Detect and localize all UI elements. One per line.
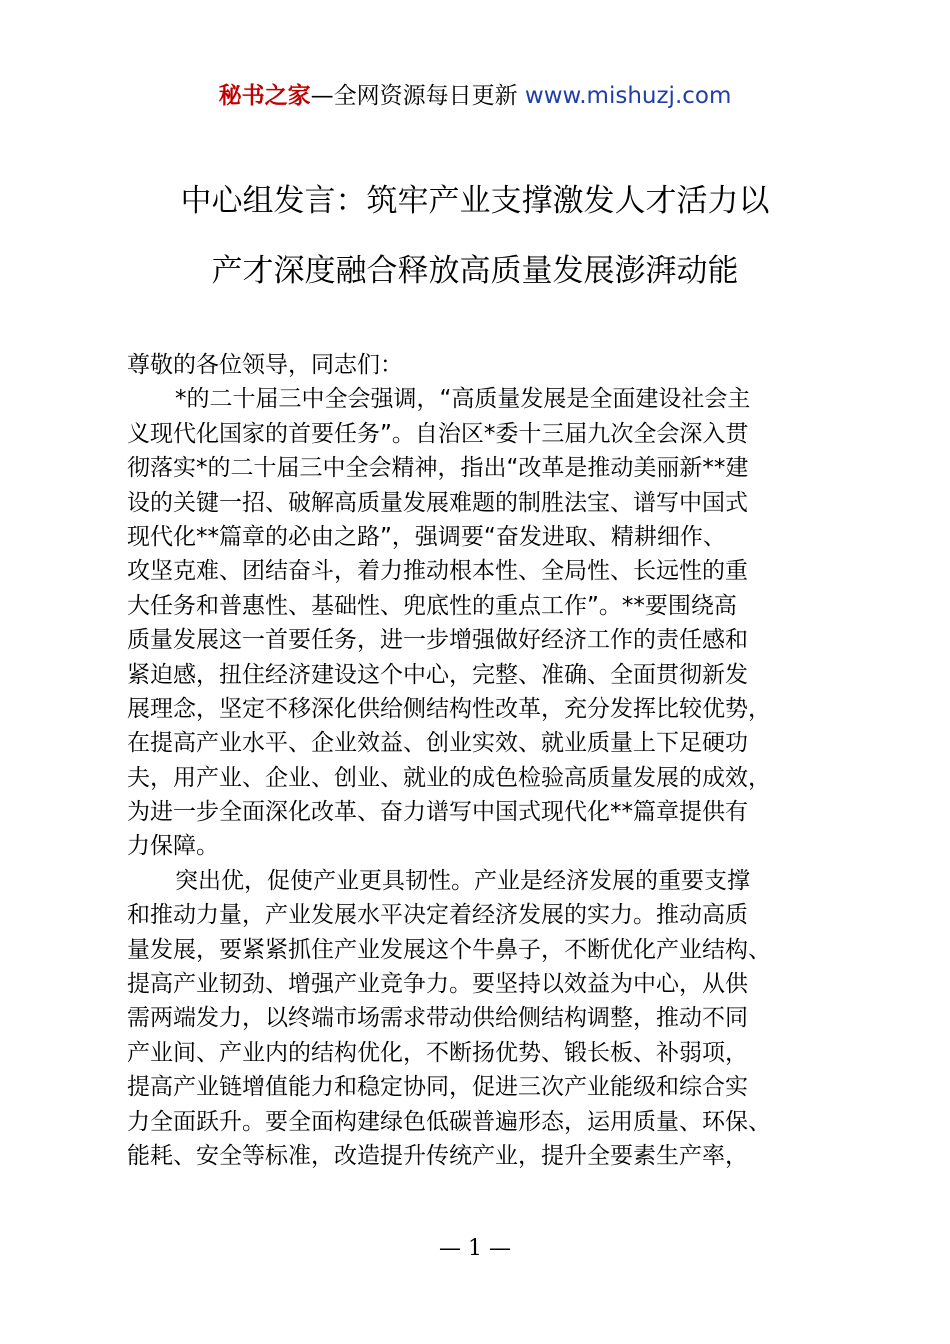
salutation: 尊敬的各位领导，同志们： bbox=[127, 352, 403, 378]
paragraph-line: 突出优，促使产业更具韧性。产业是经济发展的重要支撑 bbox=[175, 867, 750, 894]
paragraph-line: 力全面跃升。要全面构建绿色低碳普遍形态，运用质量、环保、 bbox=[127, 1108, 771, 1135]
title-line-1: 中心组发言：筑牢产业支撑激发人才活力以 bbox=[180, 183, 770, 219]
paragraph-line: 能耗、安全等标准，改造提升传统产业，提升全要素生产率， bbox=[127, 1142, 748, 1169]
site-url-link[interactable]: www.mishuzj.com bbox=[524, 83, 732, 109]
brand-name: 秘书之家 bbox=[218, 83, 311, 109]
paragraphs bbox=[127, 382, 837, 1173]
page-number: — 1 — bbox=[439, 1236, 511, 1261]
paragraph-line: 提高产业链增值能力和稳定协同，促进三次产业能级和综合实 bbox=[127, 1074, 748, 1101]
paragraph bbox=[127, 864, 837, 1174]
paragraph-line: 在提高产业水平、企业效益、创业实效、就业质量上下足硬功 bbox=[127, 730, 748, 757]
paragraph-line: 展理念，坚定不移深化供给侧结构性改革，充分发挥比较优势， bbox=[127, 695, 771, 722]
paragraph-line: 和推动力量，产业发展水平决定着经济发展的实力。推动高质 bbox=[127, 902, 748, 929]
document-title bbox=[60, 166, 890, 306]
paragraph-line: 为进一步全面深化改革、奋力谱写中国式现代化**篇章提供有 bbox=[127, 799, 748, 826]
paragraph-line: *的二十届三中全会强调，“高质量发展是全面建设社会主 bbox=[175, 386, 751, 413]
paragraph-line: 义现代化国家的首要任务”。自治区*委十三届九次全会深入贯 bbox=[127, 420, 749, 447]
paragraph-line: 产业间、产业内的结构优化，不断扬优势、锻长板、补弱项， bbox=[127, 1039, 748, 1066]
header-slogan: —全网资源每日更新 bbox=[310, 83, 525, 109]
paragraph-line: 攻坚克难、团结奋斗，着力推动根本性、全局性、长远性的重 bbox=[127, 558, 748, 585]
paragraph-line: 量发展，要紧紧抓住产业发展这个牛鼻子，不断优化产业结构、 bbox=[127, 936, 771, 963]
title-line-2: 产才深度融合释放高质量发展澎湃动能 bbox=[211, 253, 739, 289]
paragraph-line: 大任务和普惠性、基础性、兜底性的重点工作”。**要围绕高 bbox=[127, 592, 737, 619]
paragraph-line: 夫，用产业、企业、创业、就业的成色检验高质量发展的成效， bbox=[127, 764, 771, 791]
paragraph-line: 力保障。 bbox=[127, 833, 219, 860]
document-body bbox=[127, 348, 837, 1173]
paragraph bbox=[127, 382, 837, 863]
paragraph-line: 彻落实*的二十届三中全会精神，指出“改革是推动美丽新**建 bbox=[127, 455, 749, 482]
paragraph-line: 设的关键一招、破解高质量发展难题的制胜法宝、谱写中国式 bbox=[127, 489, 748, 516]
site-header bbox=[0, 80, 950, 112]
paragraph-line: 紧迫感，扭住经济建设这个中心，完整、准确、全面贯彻新发 bbox=[127, 661, 748, 688]
paragraph-line: 质量发展这一首要任务，进一步增强做好经济工作的责任感和 bbox=[127, 627, 748, 654]
paragraph-line: 现代化**篇章的必由之路”，强调要“奋发进取、精耕细作、 bbox=[127, 523, 726, 550]
paragraph-line: 需两端发力，以终端市场需求带动供给侧结构调整，推动不同 bbox=[127, 1005, 748, 1032]
paragraph-line: 提高产业韧劲、增强产业竞争力。要坚持以效益为中心，从供 bbox=[127, 971, 748, 998]
